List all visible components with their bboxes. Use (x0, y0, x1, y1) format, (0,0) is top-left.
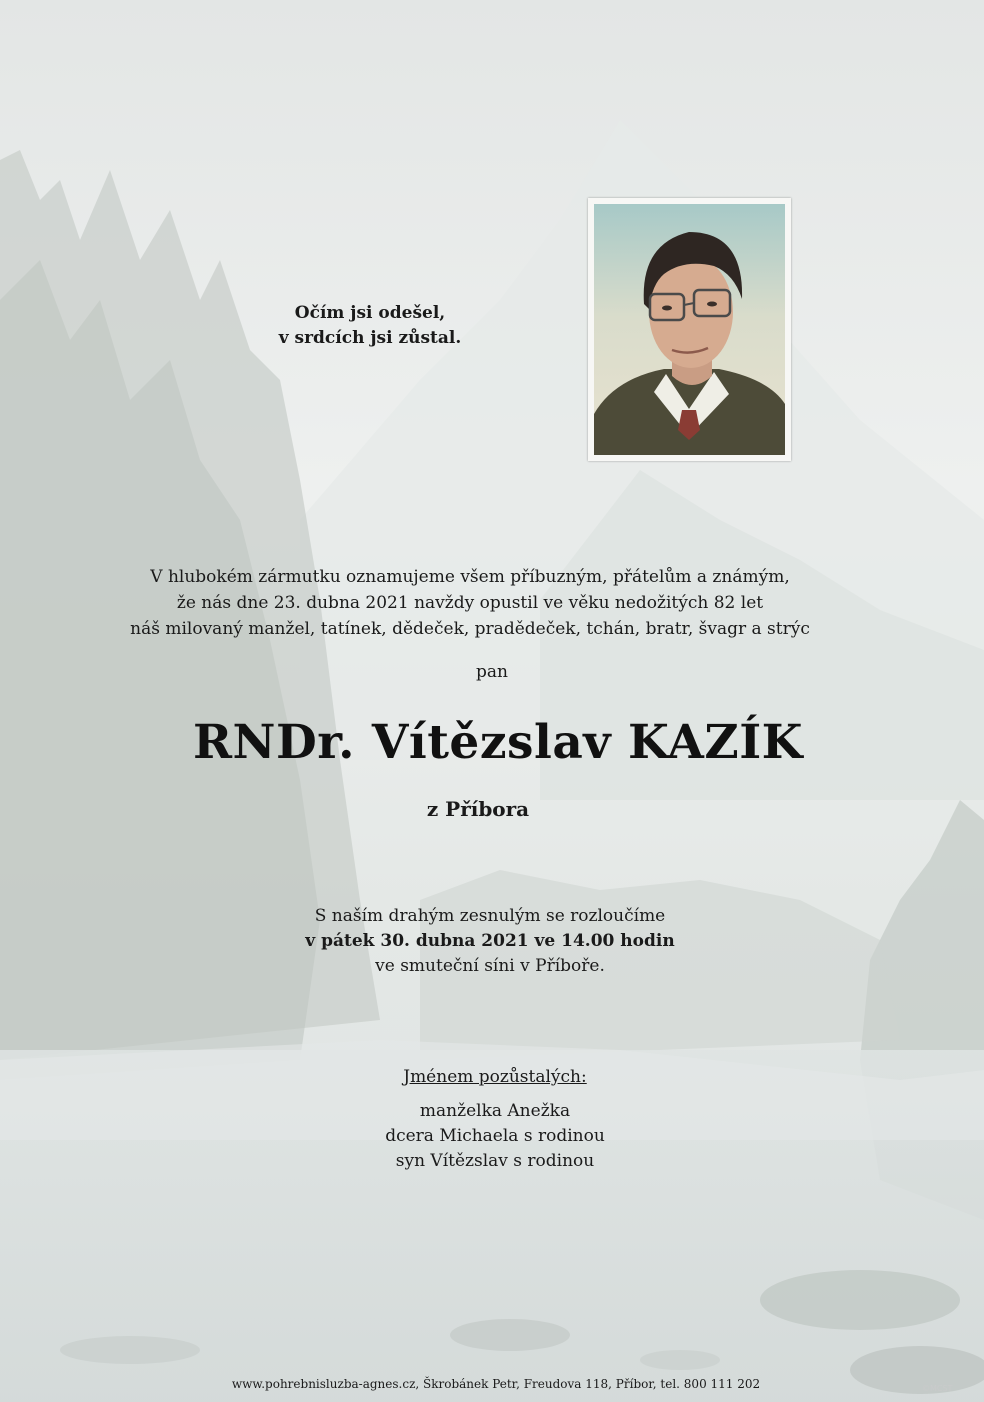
deceased-origin: z Příbora (426, 797, 530, 821)
ceremony-location: ve smuteční síni v Příboře. (375, 956, 605, 976)
announcement-line-2: že nás dne 23. dubna 2021 navždy opustil ve věku nedožitých 82 let (176, 593, 764, 613)
deceased-name: RNDr. Vítězslav KAZÍK (192, 715, 804, 770)
survivor-item: dcera Michaela s rodinou (385, 1126, 605, 1146)
portrait-photo (588, 198, 791, 461)
survivors-list (340, 1065, 650, 1174)
announcement-line-1: V hlubokém zármutku oznamujeme všem příbuzným, přátelům a známým, (150, 567, 790, 587)
motto-verse (220, 301, 520, 351)
ceremony-date-time: v pátek 30. dubna 2021 ve 14.00 hodin (305, 931, 675, 951)
announcement-line-3: náš milovaný manžel, tatínek, dědeček, pradědeček, tchán, bratr, švagr a strýc (130, 619, 810, 639)
motto-line-2: v srdcích jsi zůstal. (278, 328, 462, 348)
motto-line-1: Očím jsi odešel, (294, 303, 446, 323)
survivors-heading: Jménem pozůstalých: (403, 1067, 587, 1087)
funeral-service-footer: www.pohrebnisluzba-agnes.cz, Škrobánek Petr, Freudova 118, Příbor, tel. 800 111 202 (231, 1377, 761, 1391)
copyright-mark: ©MCST (922, 1384, 953, 1393)
name-prefix: pan (476, 662, 508, 682)
death-announcement (100, 564, 840, 642)
ceremony-line-1: S naším drahým zesnulým se rozloučíme (314, 906, 666, 926)
survivor-item: manželka Anežka (419, 1101, 571, 1121)
survivor-item: syn Vítězslav s rodinou (395, 1151, 595, 1171)
farewell-ceremony (190, 904, 790, 979)
